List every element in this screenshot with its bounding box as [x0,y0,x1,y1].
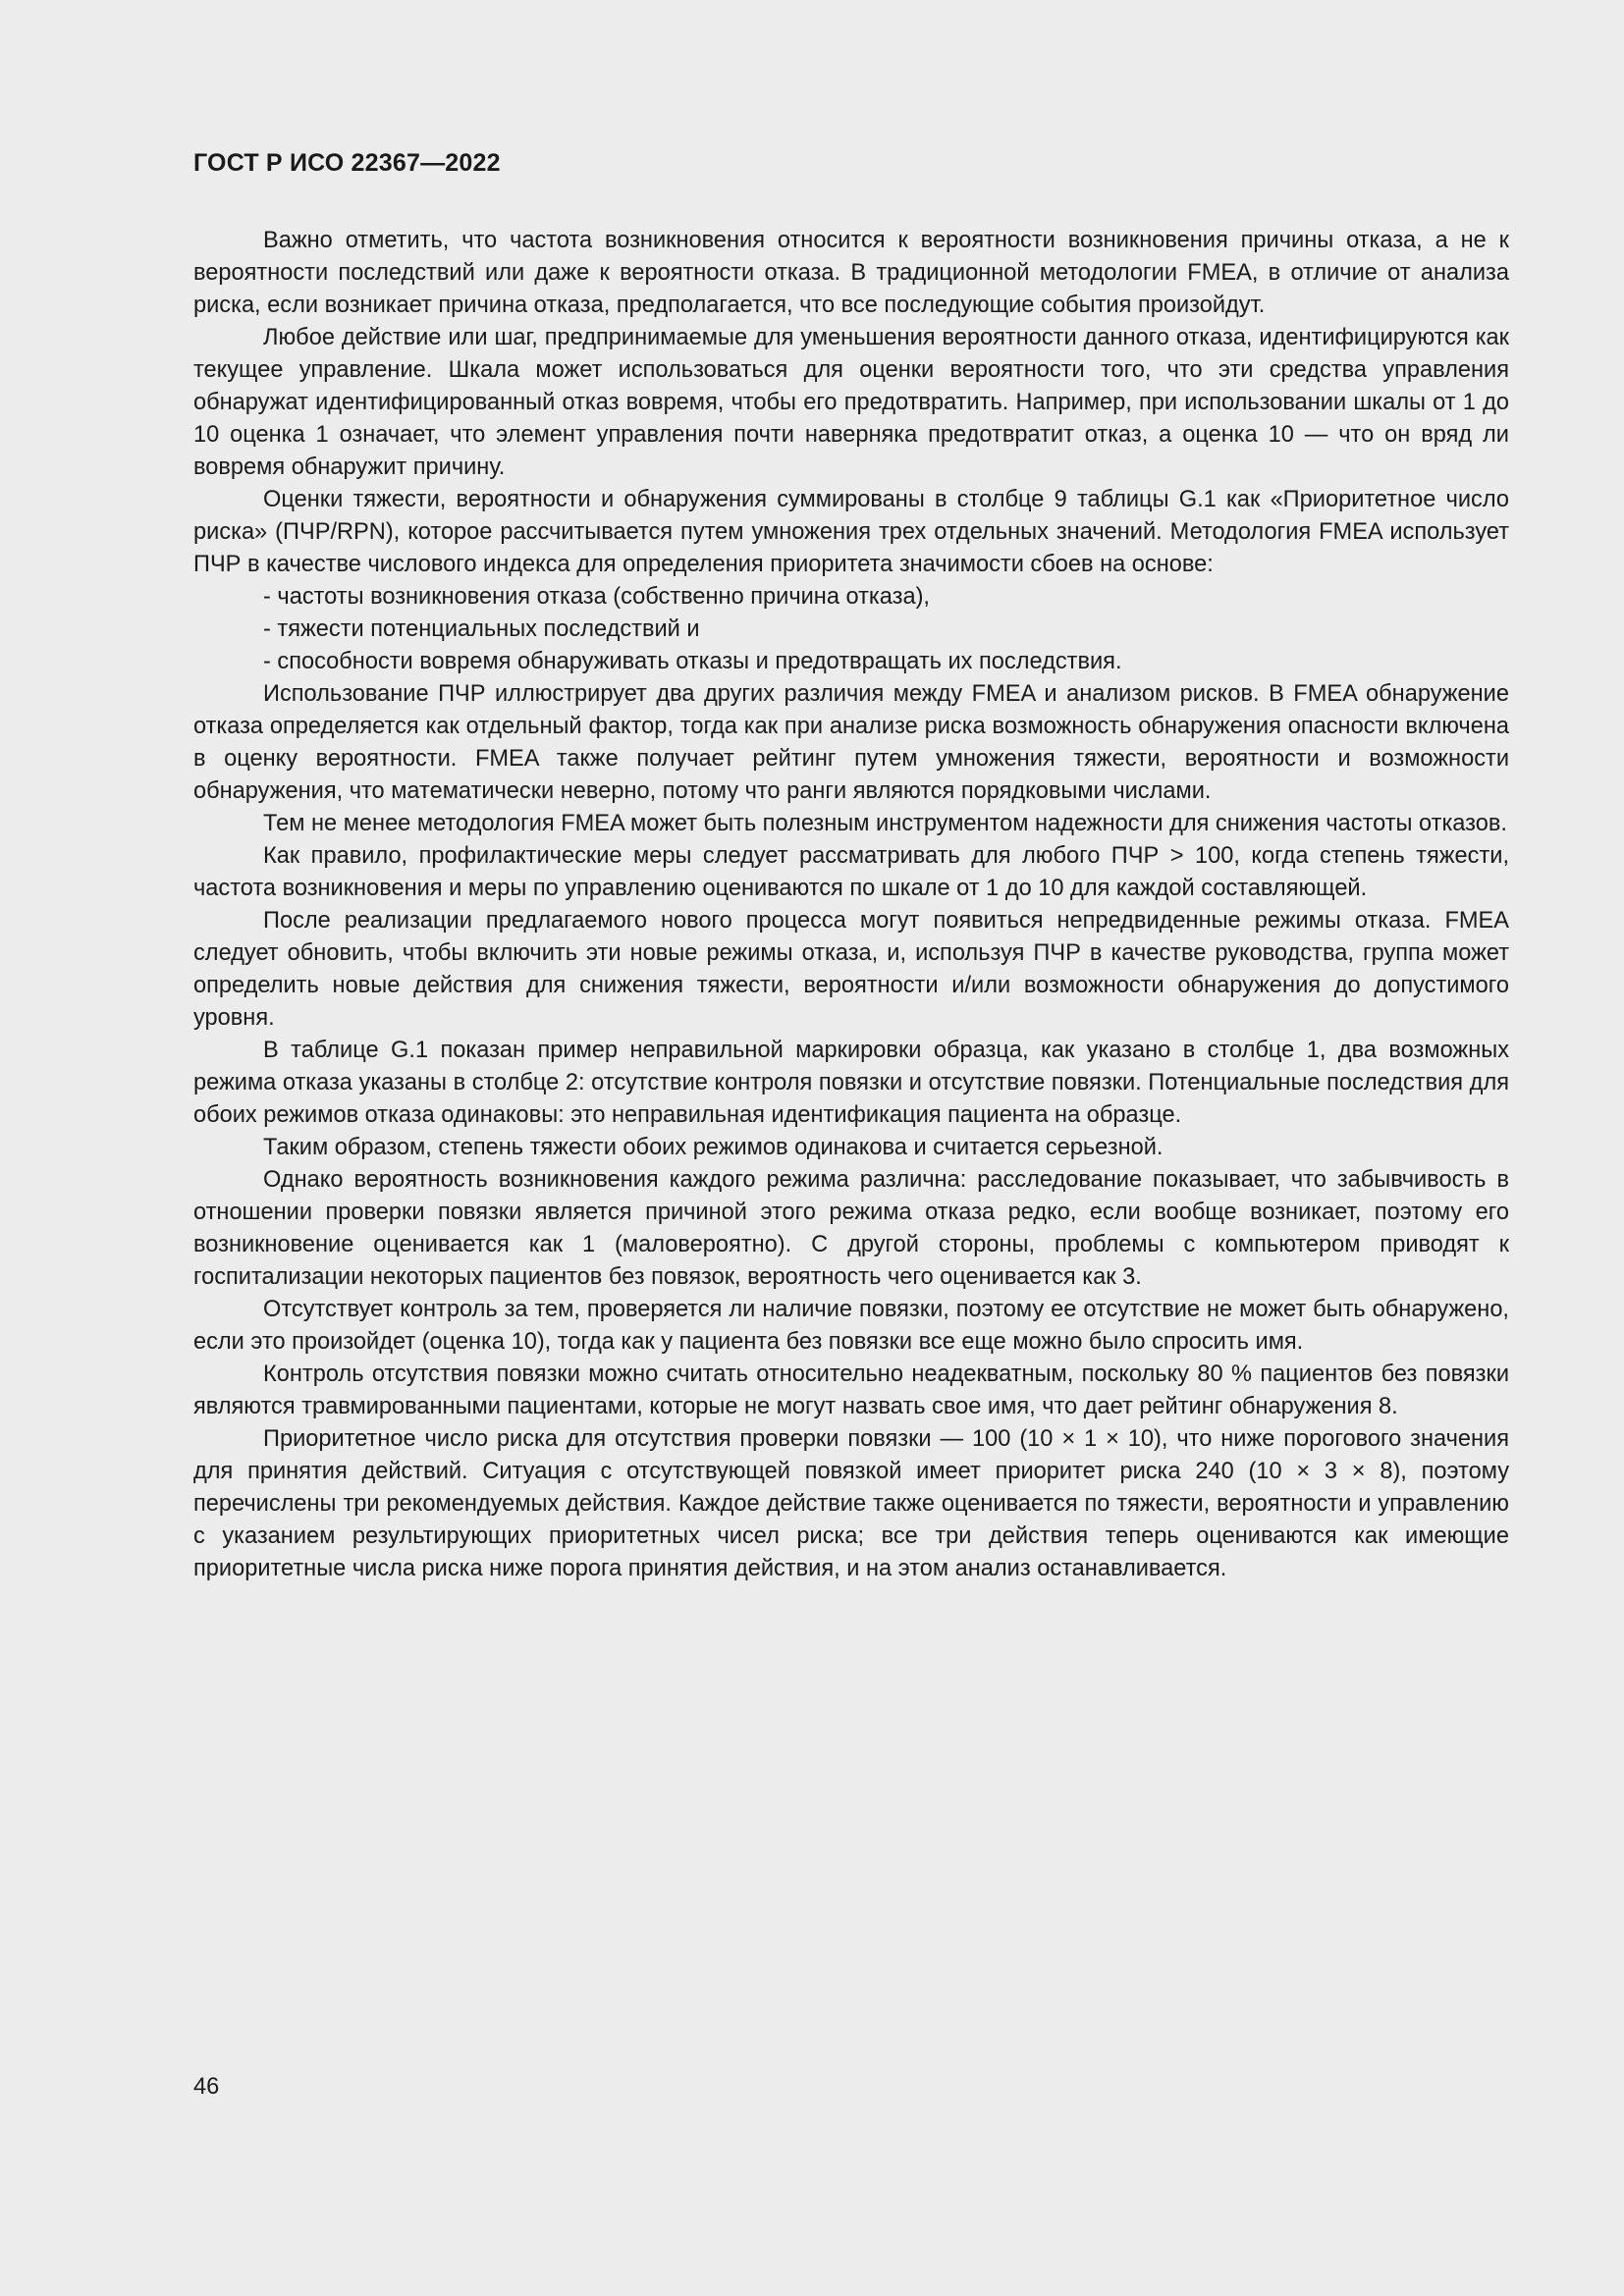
criteria-list [193,581,1509,678]
list-item: - способности вовремя обнаруживать отказы и предотвращать их последствия. [263,649,1122,674]
paragraph: Любое действие или шаг, предпринимаемые для уменьшения вероятности данного отказа, идентифицируются как текущее управление. Шкала может использоваться для оценки вероятности того, что эти средства управления обнаружат идентифицированный отказ вовремя, чтобы его предотвратить. Например, при использовании шкалы от 1 до 10 оценка 1 означает, что элемент управления почти наверняка предотвратит отказ, а оценка 10 — что он вряд ли вовремя обнаружит причину. [193,325,1509,480]
paragraph: Использование ПЧР иллюстрирует два других различия между FMEA и анализом рисков. В FMEA обнаружение отказа определяется как отдельный фактор, тогда как при анализе риска возможность обнаружения опасности включена в оценку вероятности. FMEA также получает рейтинг путем умножения тяжести, вероятности и возможности обнаружения, что математически неверно, потому что ранги являются порядковыми числами. [193,681,1509,804]
list-item: - тяжести потенциальных последствий и [263,616,700,642]
paragraph: Важно отметить, что частота возникновения относится к вероятности возникновения причины отказа, а не к вероятности последствий или даже к вероятности отказа. В традиционной методологии FMEA, в отличие от анализа риска, если возникает причина отказа, предполагается, что все последующие события произойдут. [193,228,1509,318]
paragraph: Таким образом, степень тяжести обоих режимов одинакова и считается серьезной. [263,1135,1164,1160]
paragraph: Как правило, профилактические меры следует рассматривать для любого ПЧР > 100, когда степень тяжести, частота возникновения и меры по управлению оцениваются по шкале от 1 до 10 для каждой составляющей. [193,843,1509,901]
list-item: - частоты возникновения отказа (собственно причина отказа), [263,584,930,610]
document-header: ГОСТ Р ИСО 22367—2022 [193,149,501,177]
paragraph: Контроль отсутствия повязки можно считать относительно неадекватным, поскольку 80 % пациентов без повязки являются травмированными пациентами, которые не могут назвать свое имя, что дает рейтинг обнаружения 8. [193,1362,1509,1419]
paragraph: Однако вероятность возникновения каждого режима различна: расследование показывает, что забывчивость в отношении проверки повязки является причиной этого режима отказа редко, если вообще возникает, поэтому его возникновение оценивается как 1 (маловероятно). С другой стороны, проблемы с компьютером приводят к госпитализации некоторых пациентов без повязок, вероятность чего оценивается как 3. [193,1167,1509,1290]
paragraph: Отсутствует контроль за тем, проверяется ли наличие повязки, поэтому ее отсутствие не может быть обнаружено, если это произойдет (оценка 10), тогда как у пациента без повязки все еще можно было спросить имя. [193,1297,1509,1355]
paragraph: Тем не менее методология FMEA может быть полезным инструментом надежности для снижения частоты отказов. [263,811,1507,836]
paragraph: После реализации предлагаемого нового процесса могут появиться непредвиденные режимы отказа. FMEA следует обновить, чтобы включить эти новые режимы отказа, и, используя ПЧР в качестве руководства, группа может определить новые действия для снижения тяжести, вероятности и/или возможности обнаружения до допустимого уровня. [193,908,1509,1031]
paragraph: В таблице G.1 показан пример неправильной маркировки образца, как указано в столбце 1, два возможных режима отказа указаны в столбце 2: отсутствие контроля повязки и отсутствие повязки. Потенциальные последствия для обоих режимов отказа одинаковы: это неправильная идентификация пациента на образце. [193,1038,1509,1128]
paragraph: Оценки тяжести, вероятности и обнаружения суммированы в столбце 9 таблицы G.1 как «Приоритетное число риска» (ПЧР/RPN), которое рассчитывается путем умножения трех отдельных значений. Методология FMEA использует ПЧР в качестве числового индекса для определения приоритета значимости сбоев на основе: [193,487,1509,577]
page-number: 46 [193,2074,220,2100]
paragraph: Приоритетное число риска для отсутствия проверки повязки — 100 (10 × 1 × 10), что ниже порогового значения для принятия действий. Ситуация с отсутствующей повязкой имеет приоритет риска 240 (10 × 3 × 8), поэтому перечислены три рекомендуемых действия. Каждое действие также оценивается по тяжести, вероятности и управлению с указанием результирующих приоритетных чисел риска; все три действия теперь оцениваются как имеющие приоритетные числа риска ниже порога принятия действия, и на этом анализ останавливается. [193,1426,1509,1581]
document-body [193,225,1509,1585]
